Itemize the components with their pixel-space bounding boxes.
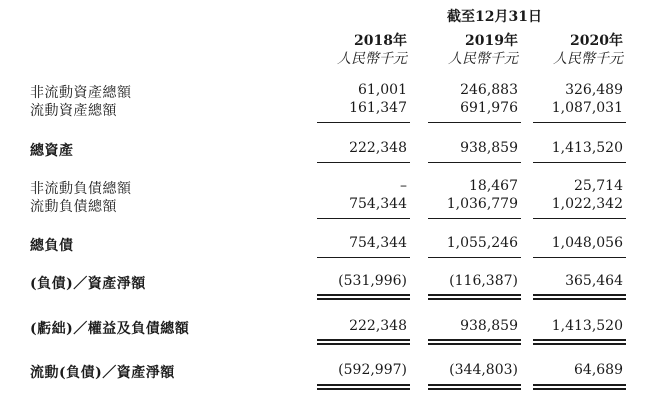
subtotal-rule bbox=[317, 218, 410, 219]
cell-net-current-assets-2020: 64,689 bbox=[574, 362, 623, 378]
subtotal-rule bbox=[533, 257, 626, 258]
cell-current-assets-2018: 161,347 bbox=[349, 100, 407, 116]
cell-net-assets-2018: (531,996) bbox=[338, 273, 407, 289]
double-rule-bottom bbox=[317, 298, 410, 300]
cell-net-assets-2020: 365,464 bbox=[565, 273, 623, 289]
subtotal-rule bbox=[428, 218, 521, 219]
unit-2019: 人民幣千元 bbox=[448, 51, 518, 67]
subtotal-rule bbox=[428, 257, 521, 258]
cell-non-current-liabilities-2020: 25,714 bbox=[574, 178, 623, 194]
double-rule-bottom bbox=[317, 388, 410, 390]
cell-total-assets-2019: 938,859 bbox=[460, 140, 518, 156]
cell-net-current-assets-2018: (592,997) bbox=[338, 362, 407, 378]
subtotal-rule bbox=[428, 162, 521, 163]
cell-non-current-liabilities-2018: – bbox=[400, 178, 407, 194]
subtotal-rule bbox=[317, 162, 410, 163]
row-label-non-current-assets: 非流動資產總額 bbox=[30, 85, 132, 101]
cell-total-assets-2018: 222,348 bbox=[349, 140, 407, 156]
cell-equity-and-liabilities-2018: 222,348 bbox=[349, 318, 407, 334]
subtotal-rule bbox=[317, 257, 410, 258]
row-label-current-liabilities: 流動負債總額 bbox=[30, 199, 117, 215]
subtotal-rule bbox=[533, 162, 626, 163]
cell-non-current-assets-2019: 246,883 bbox=[460, 82, 518, 98]
double-rule-bottom bbox=[428, 343, 521, 345]
cell-total-liabilities-2018: 754,344 bbox=[349, 235, 407, 251]
double-rule-bottom bbox=[533, 388, 626, 390]
row-label-equity-and-liabilities: (虧絀)／權益及負債總額 bbox=[30, 321, 190, 337]
cell-current-liabilities-2018: 754,344 bbox=[349, 196, 407, 212]
cell-current-assets-2020: 1,087,031 bbox=[551, 100, 623, 116]
double-rule-top bbox=[317, 294, 410, 296]
year-2018: 2018年 bbox=[354, 33, 407, 49]
cell-current-assets-2019: 691,976 bbox=[460, 100, 518, 116]
cell-non-current-liabilities-2019: 18,467 bbox=[469, 178, 518, 194]
double-rule-bottom bbox=[428, 388, 521, 390]
unit-2018: 人民幣千元 bbox=[337, 51, 407, 67]
double-rule-top bbox=[533, 384, 626, 386]
cell-equity-and-liabilities-2020: 1,413,520 bbox=[551, 318, 623, 334]
cell-total-liabilities-2020: 1,048,056 bbox=[551, 235, 623, 251]
double-rule-bottom bbox=[317, 343, 410, 345]
row-label-total-liabilities: 總負債 bbox=[30, 238, 74, 254]
row-label-non-current-liabilities: 非流動負債總額 bbox=[30, 181, 132, 197]
cell-total-liabilities-2019: 1,055,246 bbox=[446, 235, 518, 251]
row-label-net-assets: (負債)／資產淨額 bbox=[30, 276, 146, 292]
cell-equity-and-liabilities-2019: 938,859 bbox=[460, 318, 518, 334]
double-rule-top bbox=[428, 339, 521, 341]
double-rule-bottom bbox=[428, 298, 521, 300]
row-label-current-assets: 流動資產總額 bbox=[30, 103, 117, 119]
double-rule-top bbox=[428, 294, 521, 296]
subtotal-rule bbox=[317, 122, 410, 123]
double-rule-top bbox=[533, 339, 626, 341]
cell-non-current-assets-2018: 61,001 bbox=[358, 82, 407, 98]
cell-current-liabilities-2020: 1,022,342 bbox=[551, 196, 623, 212]
double-rule-bottom bbox=[533, 298, 626, 300]
double-rule-top bbox=[428, 384, 521, 386]
cell-current-liabilities-2019: 1,036,779 bbox=[446, 196, 518, 212]
cell-net-assets-2019: (116,387) bbox=[449, 273, 518, 289]
period-caption: 截至12月31日 bbox=[447, 9, 542, 25]
cell-total-assets-2020: 1,413,520 bbox=[551, 140, 623, 156]
subtotal-rule bbox=[428, 122, 521, 123]
row-label-net-current-assets: 流動(負債)／資產淨額 bbox=[30, 365, 175, 381]
subtotal-rule bbox=[533, 122, 626, 123]
double-rule-bottom bbox=[533, 343, 626, 345]
year-2020: 2020年 bbox=[570, 33, 623, 49]
year-2019: 2019年 bbox=[465, 33, 518, 49]
cell-non-current-assets-2020: 326,489 bbox=[565, 82, 623, 98]
unit-2020: 人民幣千元 bbox=[553, 51, 623, 67]
cell-net-current-assets-2019: (344,803) bbox=[449, 362, 518, 378]
double-rule-top bbox=[317, 339, 410, 341]
subtotal-rule bbox=[533, 218, 626, 219]
row-label-total-assets: 總資產 bbox=[30, 143, 74, 159]
double-rule-top bbox=[533, 294, 626, 296]
double-rule-top bbox=[317, 384, 410, 386]
